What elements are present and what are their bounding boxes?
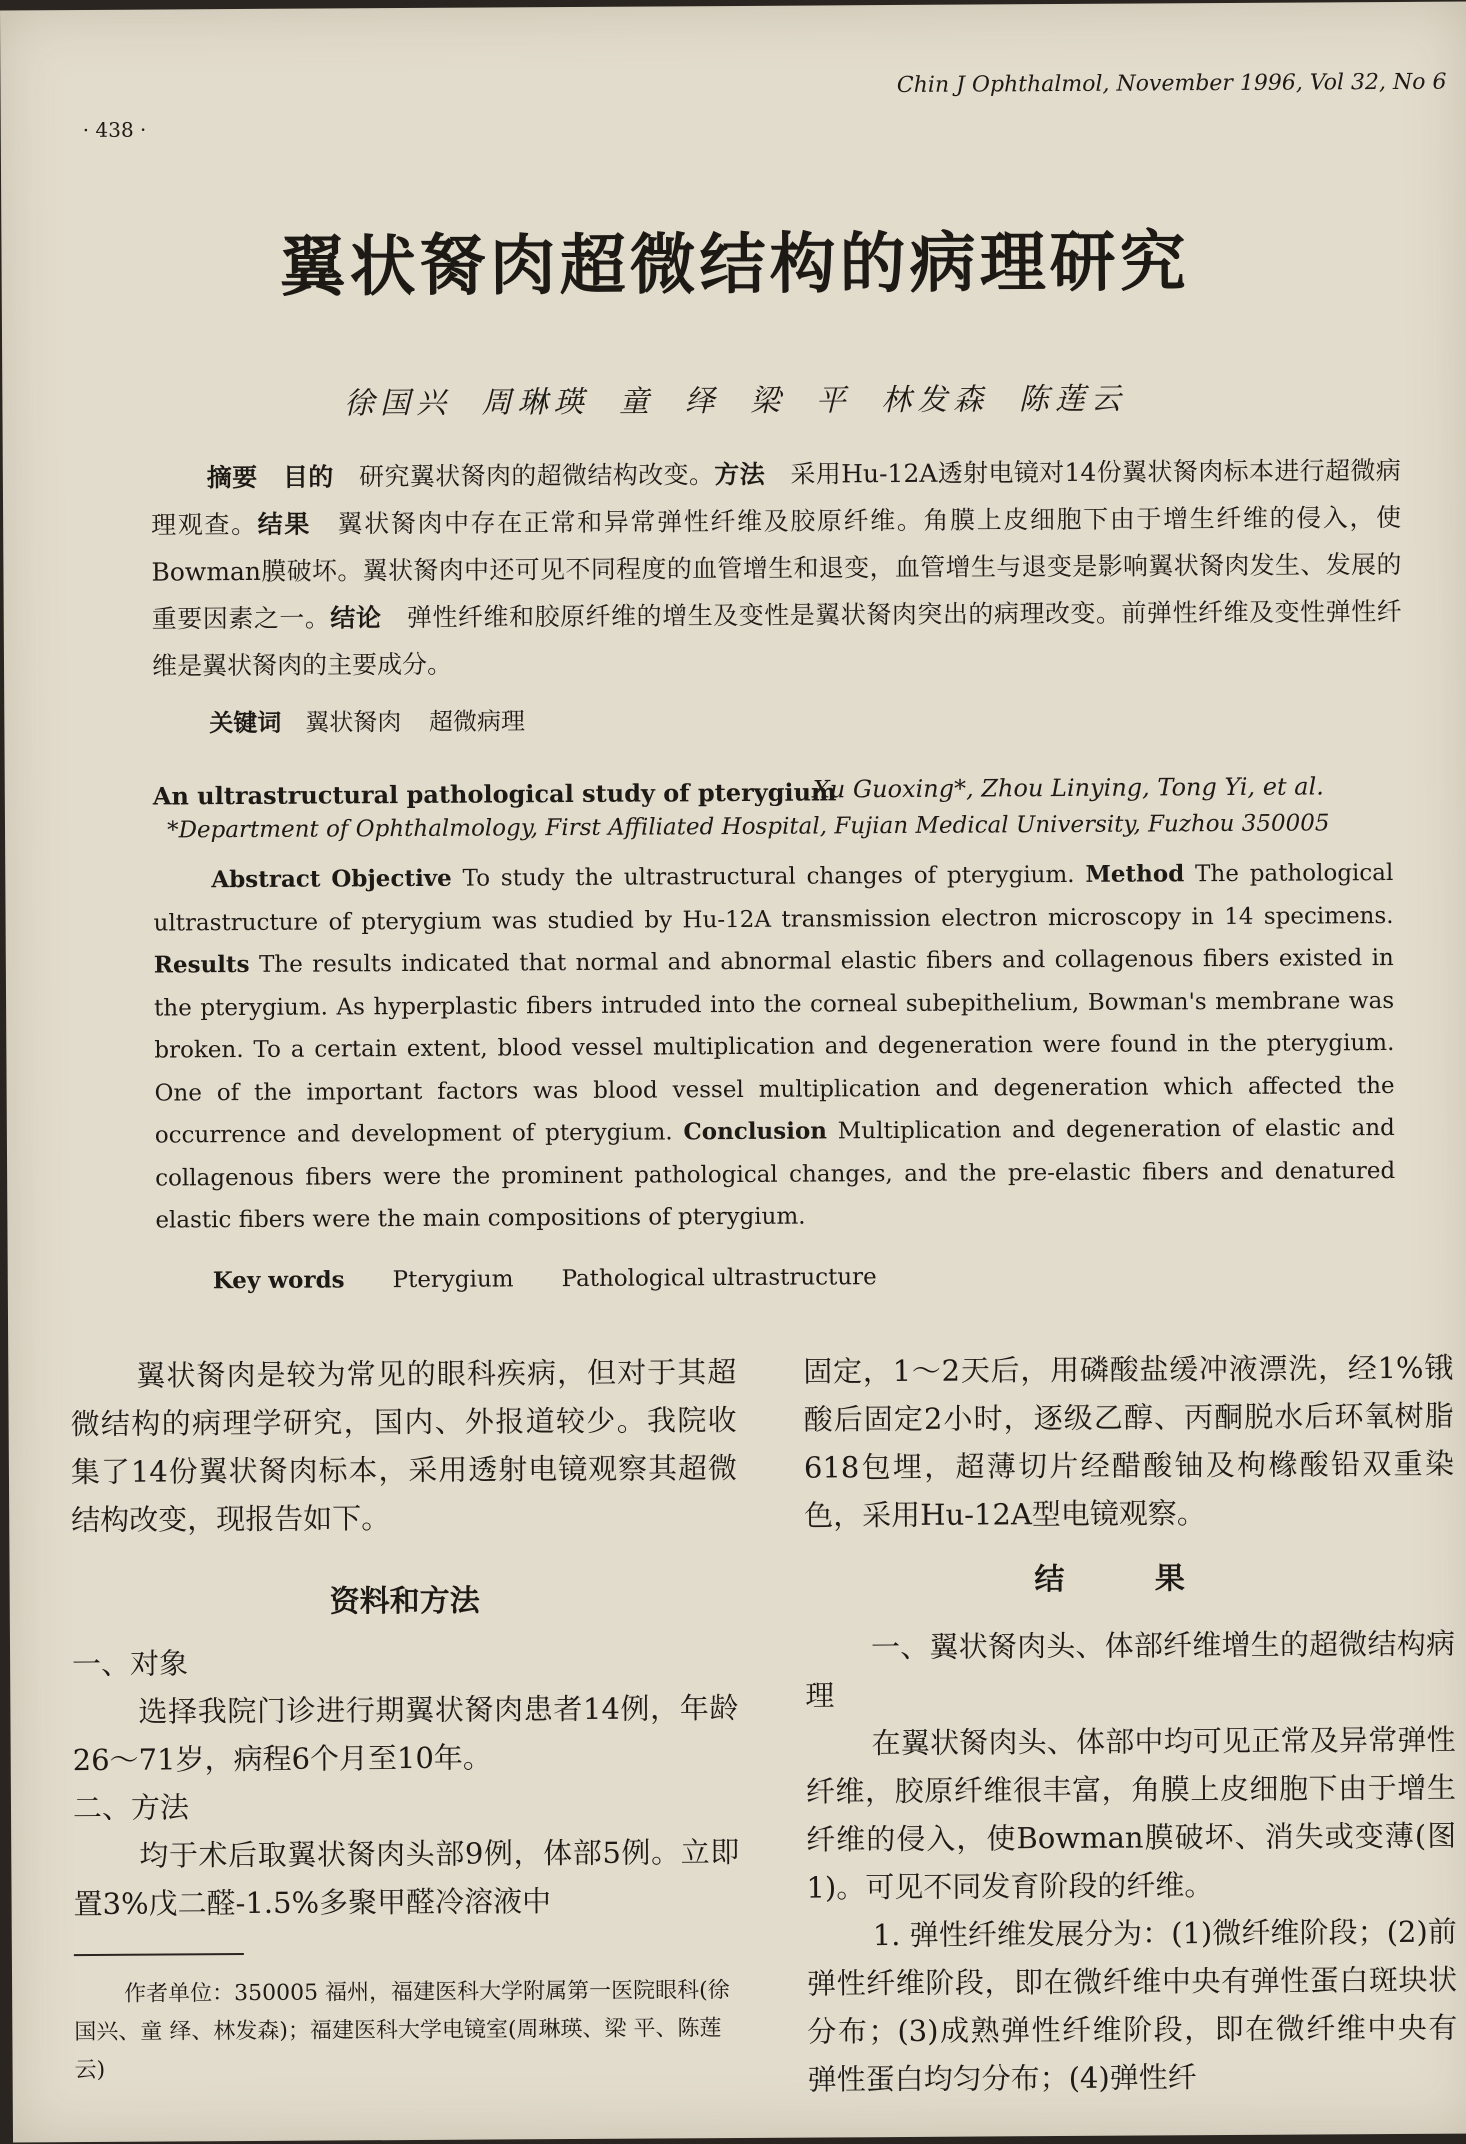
english-authors: Xu Guoxing*, Zhou Linying, Tong Yi, et al. xyxy=(812,772,1324,804)
en-keyword-1: Pterygium xyxy=(392,1266,514,1294)
english-title: An ultrastructural pathological study of pterygium xyxy=(152,777,837,811)
results-label: 结果 xyxy=(257,509,312,539)
objective-text: 研究翼状胬肉的超微结构改变。 xyxy=(359,460,715,492)
keywords-terms: 翼状胬肉 超微病理 xyxy=(305,707,526,737)
english-keywords xyxy=(213,1263,877,1294)
en-abstract-label: Abstract xyxy=(211,865,321,894)
author-affiliation-footnote: 作者单位：350005 福州，福建医科大学附属第一医院眼科(徐国兴、童 绎、林发森)；福建医科大学电镜室(周琳瑛、梁 平、陈莲云) xyxy=(74,1978,730,2084)
english-abstract xyxy=(153,852,1395,1242)
objective-label: 目的 xyxy=(282,462,334,492)
subjects-paragraph: 选择我院门诊进行期翼状胬肉患者14例，年龄26～71岁，病程6个月至10年。 xyxy=(72,1690,739,1778)
chinese-keywords xyxy=(209,701,525,738)
results-heading: 结 果 xyxy=(1034,1561,1225,1598)
method-text: 采用Hu-12A透射电镜对14份翼状胬肉标本进行超微病理观查。 xyxy=(151,455,1401,540)
journal-citation: Chin J Ophthalmol, November 1996, Vol 32, No 6 xyxy=(896,69,1447,99)
subjects-heading: 一、对象 xyxy=(72,1646,189,1682)
results-subheading: 一、翼状胬肉头、体部纤维增生的超微结构病理 xyxy=(805,1626,1456,1713)
abstract-label: 摘要 xyxy=(206,462,258,493)
conclusion-label: 结论 xyxy=(330,603,382,633)
en-conclusion-label: Conclusion xyxy=(683,1117,828,1146)
en-results-text: The results indicated that normal and abnormal elastic fibers and collagenous fibers existed in the pterygium. As hyperplastic fibers intruded into the corneal subepithelium, Bowman's membrane was broken. To a certain extent, blood vessel multiplication and degeneration were found in the pterygium. One of the important factors was blood vessel multiplication and degeneration which affected the occurrence and development of pterygium. xyxy=(154,944,1395,1149)
journal-page xyxy=(0,2,1466,2143)
methods-continued: 固定，1～2天后，用磷酸盐缓冲液漂洗，经1%锇酸后固定2小时，逐级乙醇、丙酮脱水后环氧树脂618包埋，超薄切片经醋酸铀及枸橼酸铅双重染色，采用Hu-12A型电镜观察。 xyxy=(803,1350,1455,1533)
materials-methods-heading: 资料和方法 xyxy=(329,1583,480,1620)
en-objective-label: Objective xyxy=(331,864,452,893)
page-number: · 438 · xyxy=(82,117,147,142)
conclusion-text: 弹性纤维和胶原纤维的增生及变性是翼状胬肉突出的病理改变。前弹性纤维及变性弹性纤维是翼状胬肉的主要成分。 xyxy=(151,596,1402,681)
en-method-text: The pathological ultrastructure of pterygium was studied by Hu-12A transmission electron microscopy in 14 specimens. xyxy=(153,859,1394,937)
chinese-abstract xyxy=(151,447,1402,690)
en-keywords-label: Key words xyxy=(212,1266,345,1295)
results-text: 翼状胬肉中存在正常和异常弹性纤维及胶原纤维。角膜上皮细胞下由于增生纤维的侵入，使Bowman膜破坏。翼状胬肉中还可见不同程度的血管增生和退变，血管增生与退变是影响翼状胬肉发生、发展的重要因素之一。 xyxy=(151,502,1402,634)
footnote-rule xyxy=(74,1953,244,1956)
results-paragraph-2: 1. 弹性纤维发展分为：(1)微纤维阶段；(2)前弹性纤维阶段，即在微纤维中央有弹性蛋白斑块状分布；(3)成熟弹性纤维阶段，即在微纤维中央有弹性蛋白均匀分布；(4)弹性纤 xyxy=(806,1914,1458,2097)
author-list: 徐国兴 周琳瑛 童 绎 梁 平 林发森 陈莲云 xyxy=(343,381,1127,422)
en-results-label: Results xyxy=(153,950,250,979)
methods-heading: 二、方法 xyxy=(72,1790,190,1826)
en-method-label: Method xyxy=(1085,860,1185,888)
en-objective-text: To study the ultrastructural changes of pterygium. xyxy=(462,861,1075,892)
results-paragraph-1: 在翼状胬肉头、体部中均可见正常及异常弹性纤维，胶原纤维很丰富，角膜上皮细胞下由于增生纤维的侵入，使Bowman膜破坏、消失或变薄(图1)。可见不同发育阶段的纤维。 xyxy=(805,1722,1457,1905)
article-title: 翼状胬肉超微结构的病理研究 xyxy=(279,222,1190,306)
department: *Department of Ophthalmology, First Affiliated Hospital, Fujian Medical University, Fuzhou 350005 xyxy=(166,810,1330,844)
keywords-label: 关键词 xyxy=(209,707,282,738)
method-label: 方法 xyxy=(714,459,766,490)
en-keyword-2: Pathological ultrastructure xyxy=(561,1264,877,1293)
intro-paragraph: 翼状胬肉是较为常见的眼科疾病，但对于其超微结构的病理学研究，国内、外报道较少。我院收集了14份翼状胬肉标本，采用透射电镜观察其超微结构改变，现报告如下。 xyxy=(70,1355,738,1538)
en-conclusion-text: Multiplication and degeneration of elastic and collagenous fibers were the prominent pathological changes, and the pre-elastic fibers and denatured elastic fibers were the main compositions of pterygium. xyxy=(155,1114,1396,1234)
methods-paragraph: 均于术后取翼状胬肉头部9例，体部5例。立即置3%戊二醛-1.5%多聚甲醛冷溶液中 xyxy=(73,1834,740,1922)
